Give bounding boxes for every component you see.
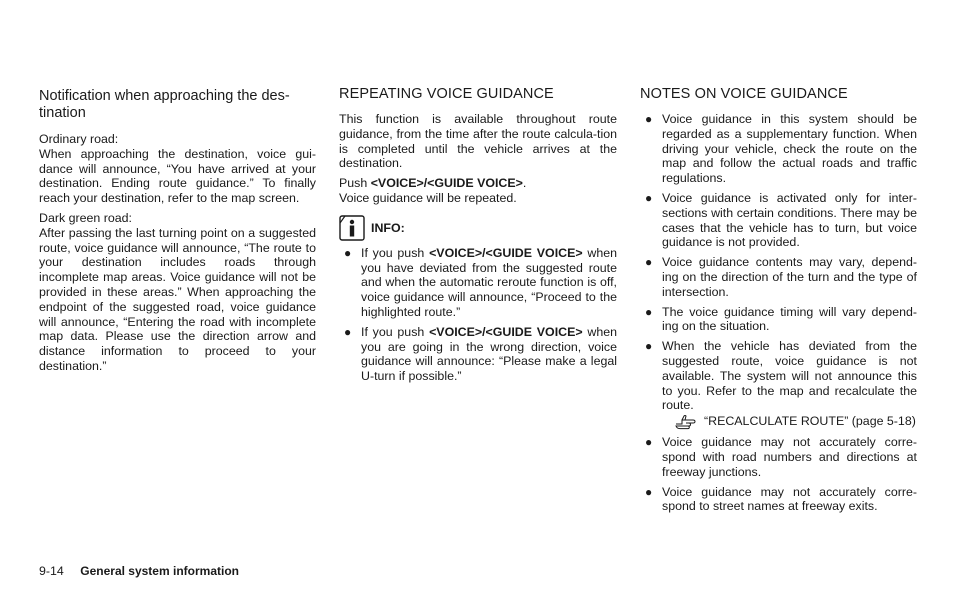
note-item	[640, 435, 917, 479]
repeating-voice-guidance-title: REPEATING VOICE GUIDANCE	[339, 86, 554, 102]
info-item-key: <VOICE>/<GUIDE VOICE>	[429, 245, 583, 260]
ordinary-road-label: Ordinary road:	[39, 132, 119, 146]
bullet-icon: ●	[344, 324, 352, 339]
note-text: The voice guidance timing will vary depend-ing on the situation.	[662, 304, 917, 334]
note-text: Voice guidance is activated only for inter-sections with certain conditions. There may be cases that the vehicle has to turn, but voice guidance is not provided.	[662, 190, 917, 250]
dark-green-road-text: After passing the last turning point on a suggested route, voice guidance will announce, “The route to your destination includes roads through incomplete map areas. Voice guidance will not be provided in these areas.” When approaching the endpoint of the suggested road, voice guidance will announce, “Entering the road with incomplete map data. Please use the direction arrow and distance information to proceed to your destination.”	[39, 225, 316, 373]
push-prefix: Push	[339, 176, 371, 191]
info-item-rest: when you are going in the wrong direction, voice guidance will announce: “Please make a legal U-turn if possible.”	[361, 324, 617, 384]
info-header	[339, 215, 617, 241]
note-text: Voice guidance may not accurately corre-spond with road numbers and directions at freeway junctions.	[662, 435, 917, 479]
info-item-1	[339, 246, 617, 320]
push-suffix: .	[522, 176, 527, 191]
note-text: Voice guidance contents may vary, depend-ing on the direction of the turn and the type of intersection.	[662, 255, 917, 299]
bullet-icon: ●	[645, 304, 653, 319]
cross-reference[interactable]	[674, 414, 917, 430]
info-list	[339, 246, 617, 384]
notes-voice-guidance-title: NOTES ON VOICE GUIDANCE	[640, 86, 848, 102]
page-number: 9-14	[39, 564, 64, 578]
xref-text[interactable]: “RECALCULATE ROUTE” (page 5-18)	[704, 414, 916, 429]
note-item	[640, 112, 917, 186]
push-instruction	[339, 176, 617, 191]
note-item	[640, 255, 917, 299]
info-item-2	[339, 325, 617, 384]
note-item	[640, 485, 917, 515]
info-item-prefix: If you push	[361, 245, 430, 260]
bullet-icon: ●	[645, 190, 653, 205]
repeat-intro-text: This function is available throughout route guidance, from the time after the route calcula-tion is completed until the vehicle arrives at the destination.	[339, 112, 617, 171]
note-text: Voice guidance may not accurately corre-spond to street names at freeway exits.	[662, 484, 917, 514]
column-middle	[339, 86, 617, 389]
bullet-icon: ●	[645, 484, 653, 499]
bullet-icon: ●	[645, 435, 653, 450]
bullet-icon: ●	[344, 245, 352, 260]
bullet-icon: ●	[645, 255, 653, 270]
column-left	[39, 86, 316, 379]
note-item	[640, 191, 917, 250]
pointing-hand-icon	[674, 414, 696, 430]
notes-list	[640, 112, 917, 514]
footer-section-title: General system information	[80, 564, 239, 578]
notification-heading: Notification when approaching the des-tination	[39, 88, 290, 121]
info-item-prefix: If you push	[361, 324, 430, 339]
note-item	[640, 339, 917, 430]
repeat-result-text: Voice guidance will be repeated.	[339, 190, 517, 205]
column-right	[640, 86, 917, 519]
info-label: INFO:	[371, 220, 405, 235]
voice-button-key: <VOICE>/<GUIDE VOICE>	[370, 176, 523, 191]
info-item-rest: when you have deviated from the suggested route and when the automatic reroute function is off, voice guidance will announce, “Proceed to the highlighted route.”	[361, 245, 617, 319]
bullet-icon: ●	[645, 112, 653, 126]
bullet-icon: ●	[645, 339, 653, 354]
page-footer	[39, 564, 239, 578]
dark-green-road-label: Dark green road:	[39, 210, 132, 225]
ordinary-road-text: When approaching the destination, voice gui-dance will announce, “You have arrived at your destination. Ending route guidance.” To finally reach your destination, refer to the map screen.	[39, 146, 316, 206]
note-text: Voice guidance in this system should be regarded as a supplementary function. When driving your vehicle, check the route on the map and follow the actual roads and traffic regulations.	[662, 112, 917, 186]
info-icon	[339, 215, 365, 241]
note-item	[640, 305, 917, 335]
info-item-key: <VOICE>/<GUIDE VOICE>	[429, 324, 583, 339]
note-text: When the vehicle has deviated from the suggested route, voice guidance is not available. The system will not announce this to you. Refer to the map and recalculate the route.	[662, 339, 917, 413]
